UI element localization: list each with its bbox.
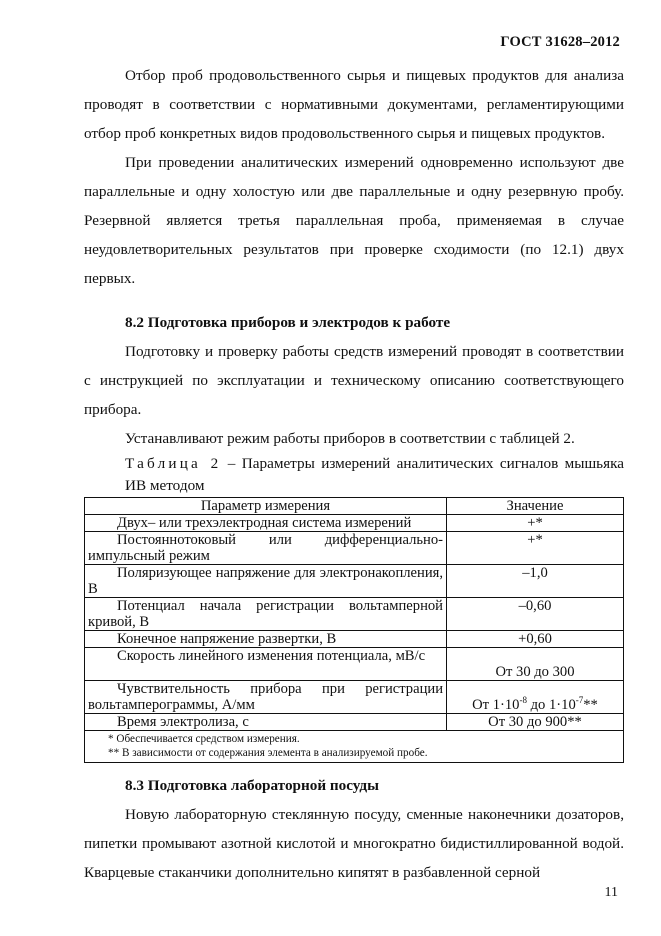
table-notes [85, 731, 624, 763]
paragraph-instrument-check: Подготовку и проверку работы средств измерений проводят в соответствии с инструкцией по эксплуатации и техническому описанию соответствующего прибора. [84, 343, 624, 418]
value-exponent: -8 [519, 695, 527, 706]
table-caption [84, 453, 624, 475]
section-heading-8-3: 8.3 Подготовка лабораторной посуды [125, 777, 379, 794]
value-text: до 1·10 [526, 697, 576, 713]
param-cell: Чувствительность прибора при регистрации вольтамперограммы, А/мм [85, 681, 447, 714]
table-note: ** В зависимости от содержания элемента в анализируемой пробе. [108, 747, 428, 759]
value-cell: От 30 до 300 [447, 648, 624, 681]
value-cell: +* [447, 515, 624, 532]
value-text: От 1·10 [472, 697, 520, 713]
value-cell: +0,60 [447, 631, 624, 648]
paragraph-set-mode: Устанавливают режим работы приборов в соответствии с таблицей 2. [125, 430, 575, 447]
table-notes-row [85, 731, 624, 763]
page-number: 11 [604, 885, 618, 900]
table-row [85, 515, 624, 532]
paragraph-glassware: Новую лабораторную стеклянную посуду, сменные наконечники дозаторов, пипетки промывают азотной кислотой и многократно бидистиллированной водой. Кварцевые стаканчики дополнительно кипятят в разбавленной серной [84, 806, 624, 881]
param-cell: Потенциал начала регистрации вольтамперной кривой, В [85, 598, 447, 631]
table-row [85, 565, 624, 598]
parameters-table [84, 497, 624, 763]
table-caption-line2: ИВ методом [125, 477, 205, 494]
param-cell: Скорость линейного изменения потенциала, мВ/с [85, 648, 447, 681]
value-cell: –0,60 [447, 598, 624, 631]
value-cell: –1,0 [447, 565, 624, 598]
paragraph-parallel-samples: При проведении аналитических измерений одновременно используют две параллельные и одну холостую или две параллельные и одну резервную пробу. Резервной является третья параллельная проба, применяемая в случае неудовлетворительных результатов при проверке сходимости (по 12.1) двух первых. [84, 154, 624, 287]
table-caption-label: Таблица 2 [125, 455, 222, 472]
table-row [85, 681, 624, 714]
param-cell: Время электролиза, с [85, 714, 447, 731]
section-heading-8-2: 8.2 Подготовка приборов и электродов к работе [125, 314, 451, 331]
table-row [85, 532, 624, 565]
value-cell [447, 681, 624, 714]
table-row [85, 648, 624, 681]
table-caption-text: – Параметры измерений аналитических сигналов мышьяка [221, 455, 624, 472]
table-note: * Обеспечивается средством измерения. [108, 733, 300, 745]
value-cell: +* [447, 532, 624, 565]
value-text: ** [583, 697, 598, 713]
column-header-value: Значение [447, 498, 624, 515]
table-row [85, 631, 624, 648]
param-cell: Постояннотоковый или дифференциально-импульсный режим [85, 532, 447, 565]
value-cell: От 30 до 900** [447, 714, 624, 731]
table-header-row [85, 498, 624, 515]
page-body [84, 61, 624, 887]
paragraph-sampling: Отбор проб продовольственного сырья и пищевых продуктов для анализа проводят в соответствии с нормативными документами, регламентирующими отбор проб конкретных видов продовольственного сырья и пищевых продуктов. [84, 67, 624, 142]
document-code: ГОСТ 31628–2012 [500, 34, 620, 50]
table-row [85, 598, 624, 631]
value-exponent: -7 [575, 695, 584, 706]
column-header-parameter: Параметр измерения [85, 498, 447, 515]
param-cell: Двух– или трехэлектродная система измерений [85, 515, 447, 532]
param-cell: Конечное напряжение развертки, В [85, 631, 447, 648]
param-cell: Поляризующее напряжение для электронакопления, В [85, 565, 447, 598]
table-row [85, 714, 624, 731]
